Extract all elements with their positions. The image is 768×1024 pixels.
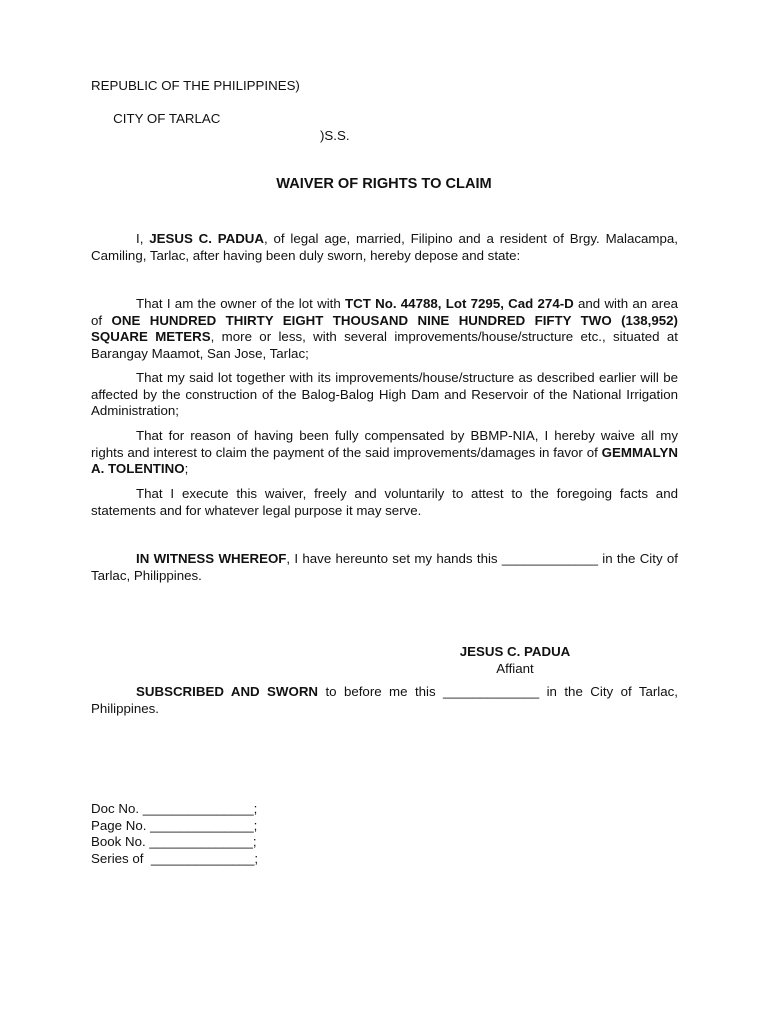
intro-paragraph — [91, 231, 678, 264]
witness-post: , I have hereunto set my hands this _____________ in the City of Tarlac, Philippines. — [91, 551, 678, 583]
notarial-register — [91, 801, 258, 867]
para3-post: ; — [184, 461, 189, 476]
affiant-role: Affiant — [496, 660, 534, 676]
jurat-paragraph — [91, 684, 678, 717]
jurat-post: to before me this _____________ in the City of Tarlac, Philippines. — [91, 684, 678, 716]
lot-area: ONE HUNDRED THIRTY EIGHT THOUSAND NINE HUNDRED FIFTY TWO (138,952) SQUARE METERS — [91, 312, 678, 344]
beneficiary-name: GEMMALYN A. TOLENTINO — [91, 444, 678, 476]
caption-republic: REPUBLIC OF THE PHILIPPINES) — [91, 78, 300, 93]
para1-mid: and with an area of — [91, 296, 678, 328]
venue-caption — [91, 78, 350, 161]
witness-paragraph — [91, 551, 678, 584]
para4-text: That I execute this waiver, freely and voluntarily to attest to the foregoing facts and statements and for whatever legal purpose it may serve. — [91, 486, 678, 518]
signature-block — [452, 644, 578, 677]
intro-pre: I, — [136, 231, 150, 246]
caption-city — [91, 95, 350, 161]
para1-post: , more or less, with several improvements/house/structure etc., situated at Barangay Maamot, San Jose, Tarlac; — [91, 329, 678, 361]
para1-pre: That I am the owner of the lot with — [136, 296, 346, 311]
document-title: WAIVER OF RIGHTS TO CLAIM — [276, 176, 492, 192]
title-lot-reference: TCT No. 44788, Lot 7295, Cad 274-D — [345, 296, 574, 311]
ownership-paragraph — [91, 296, 678, 362]
affected-paragraph — [91, 370, 678, 420]
affiant-signature-name: JESUS C. PADUA — [459, 644, 571, 659]
para3-pre: That for reason of having been fully compensated by BBMP-NIA, I hereby waive all my rights and interest to claim the payment of the said improvements/damages in favor of — [91, 428, 678, 460]
waiver-paragraph — [91, 428, 678, 478]
doc-no-line: Doc No. _______________; — [91, 801, 258, 816]
affiant-name-inline: JESUS C. PADUA — [149, 231, 265, 246]
book-no-line: Book No. ______________; — [91, 834, 257, 849]
intro-post: , of legal age, married, Filipino and a resident of Brgy. Malacampa, Camiling, Tarlac, after having been duly sworn, hereby depose and state: — [91, 231, 678, 263]
witness-lead: IN WITNESS WHEREOF — [136, 551, 287, 566]
caption-city-label: CITY OF TARLAC — [113, 111, 221, 126]
voluntary-paragraph — [91, 486, 678, 519]
series-line: Series of ______________; — [91, 850, 259, 866]
page-no-line: Page No. ______________; — [91, 817, 258, 833]
jurat-lead: SUBSCRIBED AND SWORN — [136, 684, 319, 699]
para2-text: That my said lot together with its improvements/house/structure as described earlier will be affected by the construction of the Balog-Balog High Dam and Reservoir of the National Irrigation Administration; — [91, 370, 678, 418]
caption-ss: )S.S. — [320, 127, 350, 143]
